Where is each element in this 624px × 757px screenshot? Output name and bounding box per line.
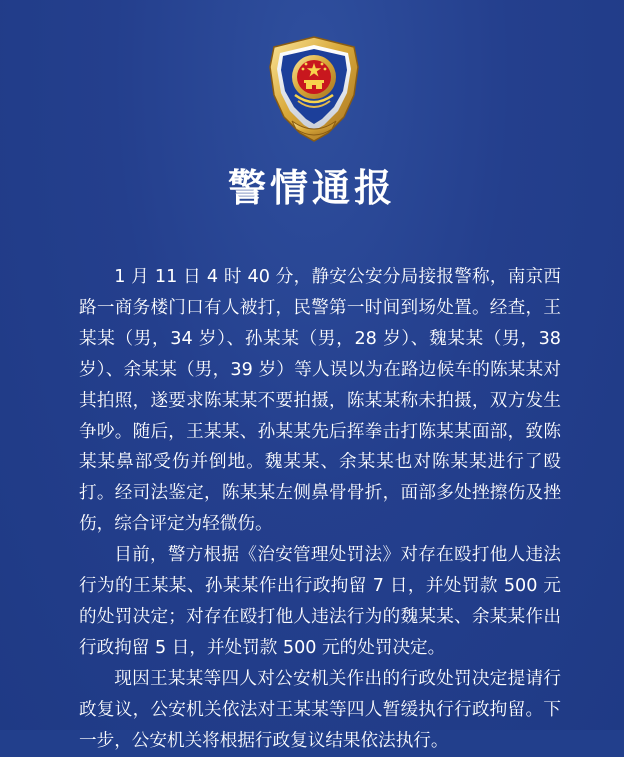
notice-paragraph: 现因王某某等四人对公安机关作出的行政处罚决定提请行政复议，公安机关依法对王某某等四人暂缓执行行政拘留。下一步，公安机关将根据行政复议结果依法执行。 <box>79 668 561 751</box>
notice-title: 警情通报 <box>227 166 396 210</box>
police-emblem-icon <box>262 33 366 145</box>
notice-body <box>79 262 561 757</box>
notice-paragraph: 目前，警方根据《治安管理处罚法》对存在殴打他人违法行为的王某某、孙某某作出行政拘留 7 日，并处罚款 500 元的处罚决定；对存在殴打他人违法行为的魏某某、余某某作出行政拘留 5 日，并处罚款 500 元的处罚决定。 <box>79 545 561 658</box>
notice-paragraph: 1 月 11 日 4 时 40 分，静安公安分局接报警称，南京西路一商务楼门口有人被打，民警第一时间到场处置。经查，王某某（男，34 岁）、孙某某（男，28 岁）、魏某某（男，38 岁）、余某某（男，39 岁）等人误以为在路边候车的陈某某对其拍照，遂要求陈某某不要拍摄，陈某某称未拍摄，双方发生争吵。随后，王某某、孙某某先后挥拳击打陈某某面部，致陈某某鼻部受伤并倒地。魏某某、余某某也对陈某某进行了殴打。经司法鉴定，陈某某左侧鼻骨骨折，面部多处挫擦伤及挫伤，综合评定为轻微伤。 <box>79 267 561 535</box>
